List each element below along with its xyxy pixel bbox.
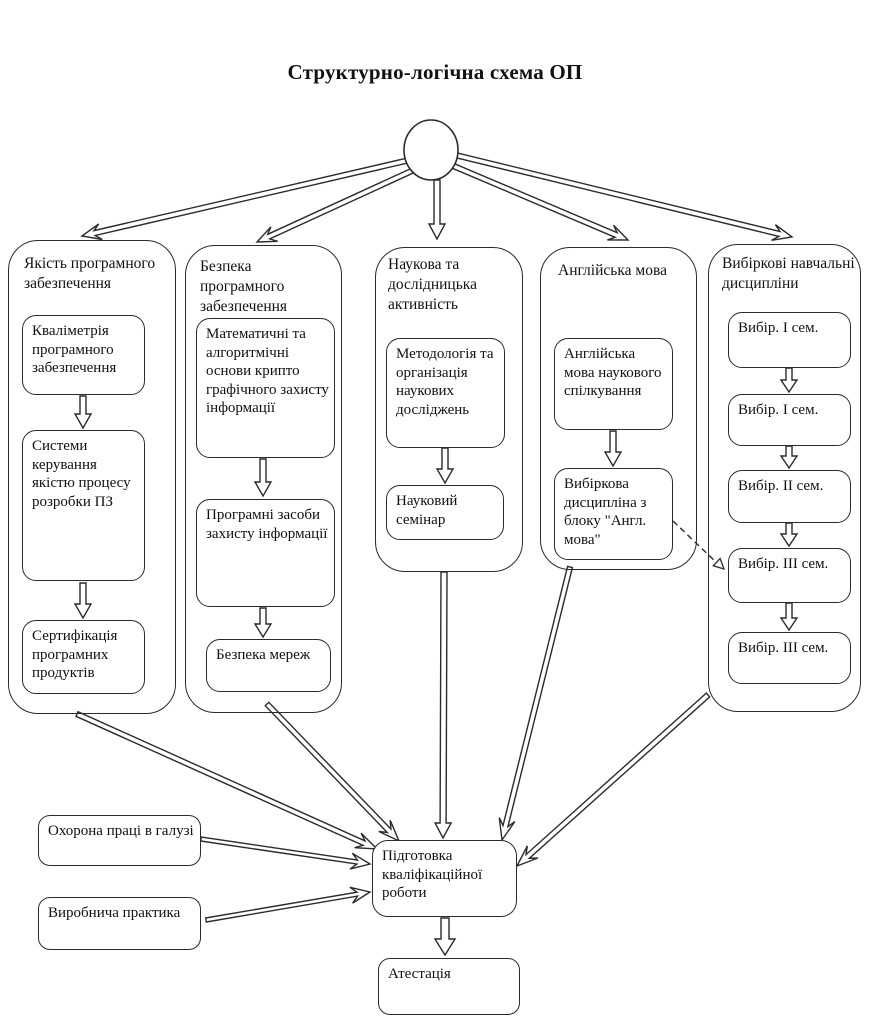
arrow-qualification-to-attestation — [435, 918, 455, 955]
arrow-root-to-electives — [446, 151, 792, 241]
node-crypto-math-foundations: Математичні та алгоритмічні основи крипто графічного захисту інформації — [196, 318, 335, 458]
arrow-labor-safety-to-qualification — [201, 837, 370, 869]
node-labor-safety: Охорона праці в галузі — [38, 815, 201, 866]
block-electives-title: Вибіркові навчальні дисципліни — [722, 255, 855, 292]
node-elective-sem1-a: Вибір. I сем. — [728, 312, 851, 368]
node-elective-sem2: Вибір. II сем. — [728, 470, 851, 523]
node-software-certification: Сертифікація програмних продуктів — [22, 620, 145, 694]
node-english-elective: Вибіркова дисципліна з блоку "Англ. мова" — [554, 468, 673, 560]
arrow-english-to-qualification — [499, 566, 572, 840]
node-english-scientific-communication: Англійська мова наукового спілкування — [554, 338, 673, 430]
node-scientific-seminar: Науковий семінар — [386, 485, 504, 540]
block-software-security-title: Безпека програмного забезпечення — [200, 258, 288, 315]
node-attestation: Атестація — [378, 958, 520, 1015]
node-elective-sem1-b: Вибір. I сем. — [728, 394, 851, 446]
node-elective-sem3-b: Вибір. III сем. — [728, 632, 851, 684]
node-quality-management-systems: Системи керування якістю процесу розробки ПЗ — [22, 430, 145, 581]
arrow-practice-to-qualification — [206, 887, 370, 922]
node-qualification-work: Підготовка кваліфікаційної роботи — [372, 840, 517, 917]
block-research-activity-title: Наукова та дослідницька активність — [388, 256, 477, 313]
arrow-electives-to-qualification — [517, 693, 710, 866]
node-software-protection-tools: Програмні засоби захисту інформації — [196, 499, 335, 607]
block-software-quality-title: Якість програмного забезпечення — [24, 255, 156, 292]
node-software-qualimetry: Кваліметрія програмного забезпечення — [22, 315, 145, 395]
block-english-title: Англійська мова — [558, 262, 667, 279]
node-elective-sem3-a: Вибір. III сем. — [728, 548, 851, 603]
arrow-root-to-quality — [82, 154, 428, 240]
node-network-security: Безпека мереж — [206, 639, 331, 692]
diagram-title: Структурно-логічна схема ОП — [287, 60, 583, 84]
arrow-research-to-qualification — [435, 572, 451, 838]
arrow-root-to-research — [429, 180, 445, 239]
root-node — [404, 120, 458, 180]
node-industrial-practice: Виробнича практика — [38, 897, 201, 950]
node-research-methodology: Методологія та організація наукових досліджень — [386, 338, 505, 448]
arrow-security-to-qualification — [265, 702, 399, 841]
